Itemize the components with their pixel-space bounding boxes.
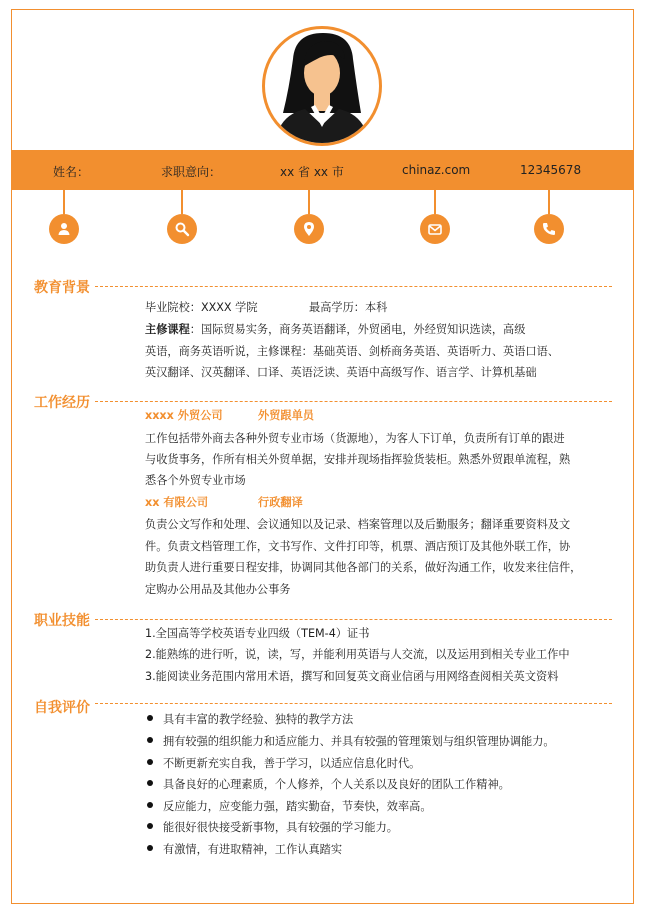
job-2-line-2: 件。负责文档管理工作，文书写作、文件打印等，机票、酒店预订及其他外联工作，协 [145,540,571,553]
courses-line-1: 主修课程：国际贸易实务，商务英语翻译，外贸函电，外经贸知识选读，高级 [145,323,526,336]
job-2-line-4: 定购办公用品及其他办公事务 [145,583,291,596]
bullet [147,780,153,786]
name-label: 姓名： [53,165,90,179]
skill-item-1: 1.全国高等学校英语专业四级（TEM-4）证书 [145,627,370,640]
job-2-line-1: 负责公文写作和处理、会议通知以及记录、档案管理以及后勤服务；翻译重要资料及文 [145,518,571,531]
self-eval-item-7: 有激情，有进取精神，工作认真踏实 [163,843,343,856]
courses-line-3: 英汉翻译、汉英翻译、口译、英语泛读、英语中高级写作、语言学、计算机基础 [145,366,537,379]
bullet [147,737,153,743]
user-icon [49,214,79,244]
bullet [147,823,153,829]
self-eval-item-3: 不断更新充实自我，善于学习，以适应信息化时代。 [163,757,421,770]
self-eval-item-6: 能很好很快接受新事物，具有较强的学习能力。 [163,821,398,834]
bullet [147,802,153,808]
avatar [262,26,382,146]
skills-title: 职业技能 [34,613,90,629]
phone-icon [534,214,564,244]
job-2-company: xx 有限公司 [145,496,209,509]
education-title: 教育背景 [34,280,90,296]
skill-item-3: 3.能阅读业务范围内常用术语，撰写和回复英文商业信函与用网络查阅相关英文资料 [145,670,559,683]
website-text: chinaz.com [402,163,471,177]
job-1-line-2: 与收货事务，作所有相关外贸单据，安排并现场指挥验货装柜。熟悉外贸跟单流程，熟 [145,453,571,466]
courses-line-2: 英语，商务英语听说，主修课程：基础英语、剑桥商务英语、英语听力、英语口语、 [145,345,559,358]
avatar-illustration [265,29,379,143]
self-eval-item-4: 具备良好的心理素质，个人修养，个人关系以及良好的团队工作精神。 [163,778,510,791]
location-icon [294,214,324,244]
job-1-position: 外贸跟单员 [258,409,314,422]
location-text: xx 省 xx 市 [280,165,344,179]
work-title: 工作经历 [34,395,90,411]
section-divider [95,703,612,704]
bullet [147,715,153,721]
mail-icon [420,214,450,244]
info-bar [11,150,634,190]
degree-text: 最高学历：本科 [309,301,388,314]
self-eval-title: 自我评价 [34,700,90,716]
bullet [147,845,153,851]
job-1-line-3: 悉各个外贸专业市场 [145,474,246,487]
section-divider [95,619,612,620]
job-2-line-3: 助负责人进行重要日程安排，协调同其他各部门的关系，做好沟通工作，收发来往信件， [145,561,582,574]
self-eval-item-2: 拥有较强的组织能力和适应能力、并具有较强的管理策划与组织管理协调能力。 [163,735,555,748]
job-1-company: xxxx 外贸公司 [145,409,223,422]
job-1-line-1: 工作包括带外商去各种外贸专业市场（货源地），为客人下订单，负责所有订单的跟进 [145,432,565,445]
self-eval-item-5: 反应能力，应变能力强，踏实勤奋，节奏快，效率高。 [163,800,432,813]
courses-label: 主修课程 [145,323,190,336]
section-divider [95,286,612,287]
skill-item-2: 2.能熟练的进行听，说，读，写，并能利用英语与人交流，以及运用到相关专业工作中 [145,648,570,661]
intent-label: 求职意向： [161,165,222,179]
search-icon [167,214,197,244]
bullet [147,759,153,765]
section-divider [95,401,612,402]
school-text: 毕业院校：XXXX 学院 [145,301,258,314]
self-eval-item-1: 具有丰富的教学经验、独特的教学方法 [163,713,354,726]
job-2-position: 行政翻译 [258,496,303,509]
phone-text: 12345678 [520,163,582,177]
